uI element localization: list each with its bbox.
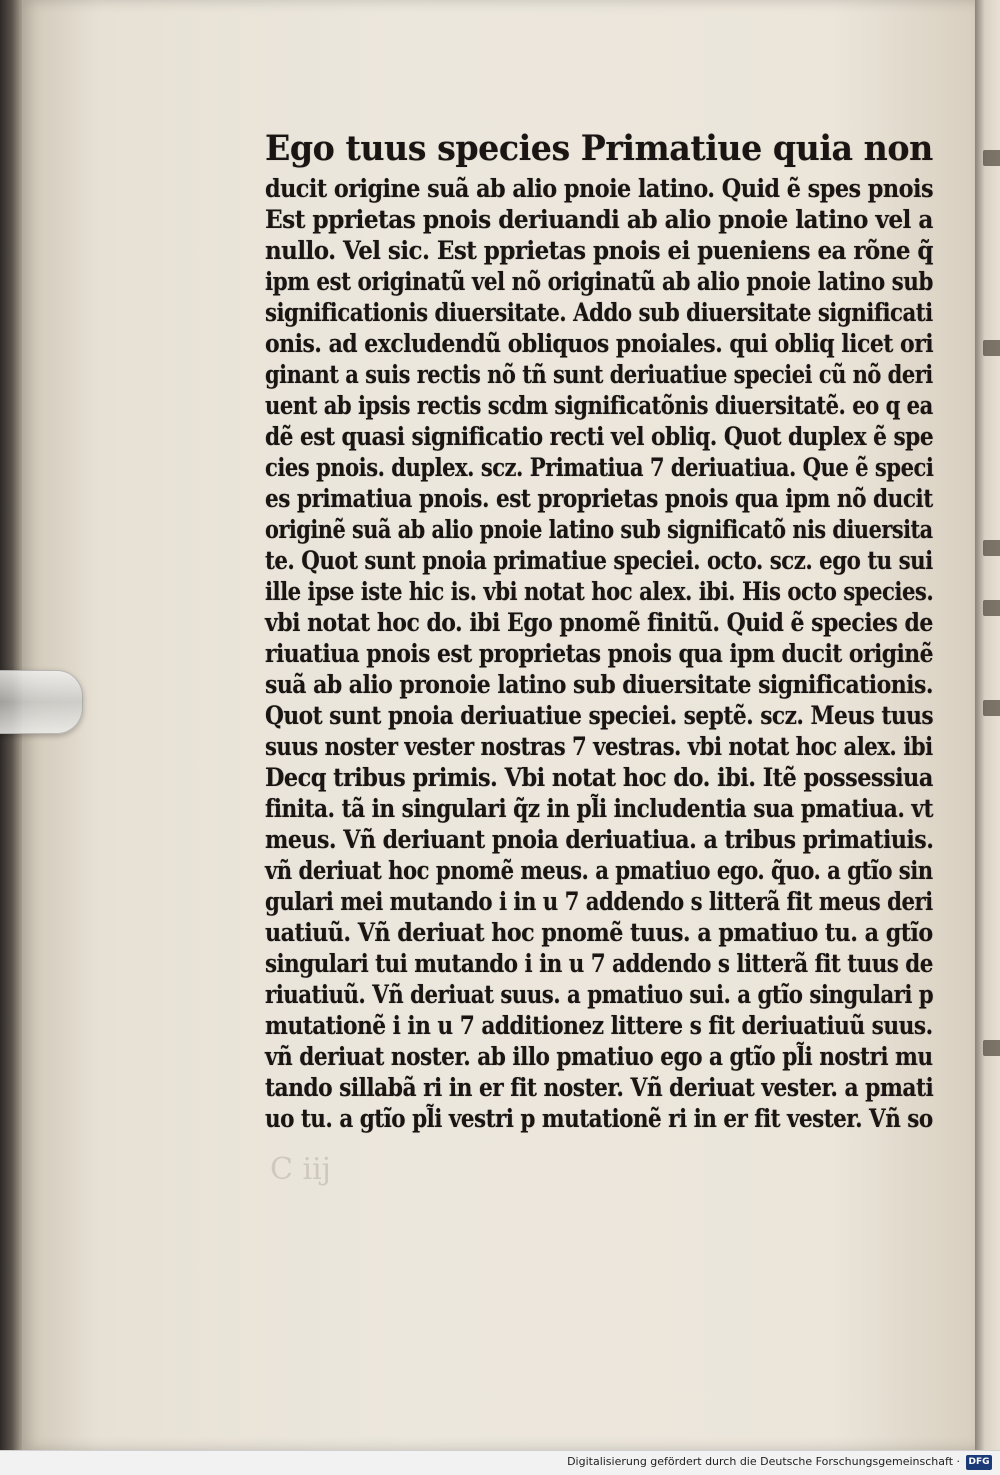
signature-mark: C iij xyxy=(270,1152,331,1187)
text-line: cies pnois. duplex. scz. Primatiua 7 deriuatiua. Que ẽ speci xyxy=(265,453,934,482)
text-line: ginant a suis rectis nõ tñ sunt deriuatiue speciei cũ nõ deri xyxy=(265,360,933,389)
text-line: ille ipse iste hic is. vbi notat hoc alex. ibi. His octo species. xyxy=(265,577,934,606)
text-line: ipm est originatũ vel nõ originatũ ab alio pnoie latino sub xyxy=(265,267,933,296)
footer-bar xyxy=(0,1450,1000,1475)
page-clip xyxy=(0,670,83,734)
text-line: uatiuũ. Vñ deriuat hoc pnomẽ tuus. a pmatiuo tu. a gtĩo xyxy=(265,918,933,947)
footer-credit: Digitalisierung gefördert durch die Deutsche Forschungsgemeinschaft · xyxy=(567,1455,960,1468)
text-line: riuatiuũ. Vñ deriuat suus. a pmatiuo sui. a gtĩo singulari p xyxy=(265,980,934,1009)
text-line: es primatiua pnois. est proprietas pnois qua ipm nõ ducit xyxy=(265,484,933,513)
text-line: finita. tã in singulari q̃z in pl̃i includentia sua pmatiua. vt xyxy=(265,794,933,823)
text-block xyxy=(265,125,933,1134)
text-line: gulari mei mutando i in u 7 addendo s litterã fit meus deri xyxy=(265,887,933,916)
text-line: Est pprietas pnois deriuandi ab alio pnoie latino vel a xyxy=(265,205,933,234)
dfg-logo[interactable]: DFG xyxy=(966,1455,992,1470)
facing-page-fragment xyxy=(983,540,1000,556)
text-line: suus noster vester nostras 7 vestras. vbi notat hoc alex. ibi xyxy=(265,732,933,761)
text-line: meus. Vñ deriuant pnoia deriuatiua. a tribus primatiuis. xyxy=(265,825,934,854)
text-line: vñ deriuat noster. ab illo pmatiuo ego a gtĩo pl̃i nostri mu xyxy=(265,1042,933,1071)
page-heading: Ego tuus species Primatiue quia non xyxy=(265,128,933,169)
text-line: significationis diuersitate. Addo sub diuersitate significati xyxy=(265,298,933,327)
text-line: te. Quot sunt pnoia primatiue speciei. octo. scz. ego tu sui xyxy=(265,546,933,575)
text-line: onis. ad excludendũ obliquos pnoiales. qui obliq licet ori xyxy=(265,329,934,358)
text-line: mutationẽ i in u 7 additionez littere s fit deriuatiuũ suus. xyxy=(265,1011,933,1040)
text-line: Decq tribus primis. Vbi notat hoc do. ibi. Itẽ possessiua xyxy=(265,763,933,792)
text-line: riuatiua pnois est proprietas pnois qua ipm ducit originẽ xyxy=(265,639,934,668)
text-line: originẽ suã ab alio pnoie latino sub significatõ nis diuersita xyxy=(265,515,933,544)
facing-page-fragment xyxy=(983,150,1000,166)
text-line: vñ deriuat hoc pnomẽ meus. a pmatiuo ego. q̃uo. a gtĩo sin xyxy=(265,856,933,885)
text-line: vbi notat hoc do. ibi Ego pnomẽ finitũ. Quid ẽ species de xyxy=(265,608,933,637)
book-page xyxy=(22,0,977,1450)
text-lines xyxy=(265,173,933,1134)
facing-page-fragment xyxy=(983,340,1000,356)
facing-page-fragment xyxy=(983,700,1000,716)
facing-page-fragment xyxy=(983,600,1000,616)
facing-page-fragment xyxy=(983,1040,1000,1056)
text-line: uo tu. a gtĩo pl̃i vestri p mutationẽ ri in er fit vester. Vñ so xyxy=(265,1104,933,1133)
text-line: singulari tui mutando i in u 7 addendo s litterã fit tuus de xyxy=(265,949,933,978)
text-line: tando sillabã ri in er fit noster. Vñ deriuat vester. a pmati xyxy=(265,1073,934,1102)
text-line: ducit origine suã ab alio pnoie latino. Quid ẽ spes pnois xyxy=(265,174,933,203)
text-line: dẽ est quasi significatio recti vel obliq. Quot duplex ẽ spe xyxy=(265,422,934,451)
text-line: nullo. Vel sic. Est pprietas pnois ei pueniens ea rõne q̃ xyxy=(265,236,933,265)
text-line: uent ab ipsis rectis scdm significatõnis diuersitatẽ. eo q ea xyxy=(265,391,933,420)
text-line: Quot sunt pnoia deriuatiue speciei. septẽ. scz. Meus tuus xyxy=(265,701,934,730)
text-line: suã ab alio pronoie latino sub diuersitate significationis. xyxy=(265,670,933,699)
facing-page-edge xyxy=(975,0,1000,1450)
